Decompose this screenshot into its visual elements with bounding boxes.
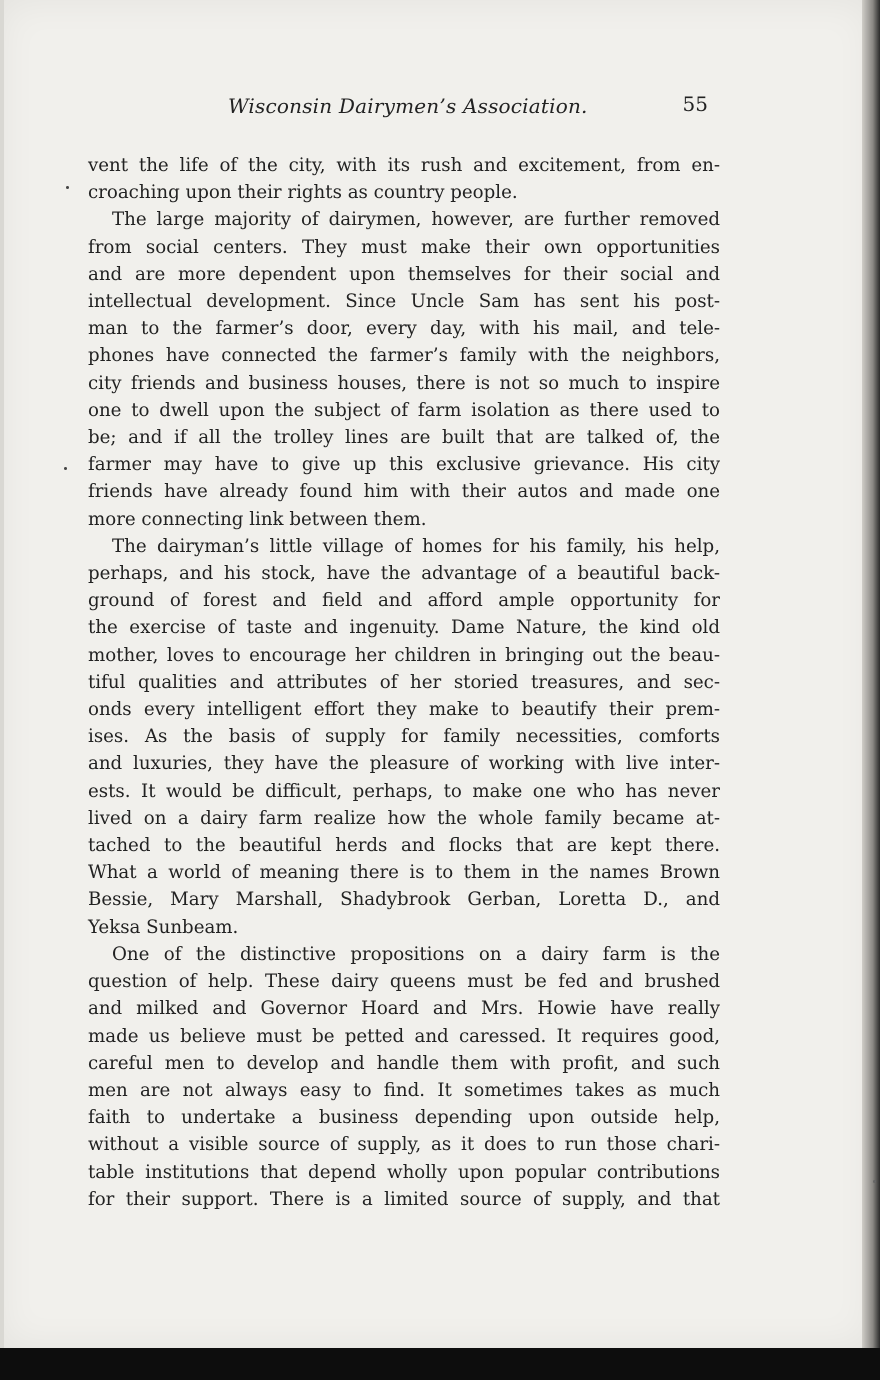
text-line: table institutions that depend wholly upon popular contributions — [88, 1161, 720, 1183]
text-line: perhaps, and his stock, have the advantage of a beautiful back- — [88, 563, 720, 585]
text-line: farmer may have to give up this exclusive grievance. His city — [88, 454, 720, 476]
text-line: and are more dependent upon themselves for their social and — [88, 263, 720, 285]
text-line: ground of forest and field and afford ample opportunity for — [88, 590, 720, 612]
body-text — [88, 152, 720, 1213]
running-title: Wisconsin Dairymen’s Association. — [228, 94, 588, 118]
text-line: onds every intelligent effort they make to beautify their prem- — [88, 699, 720, 721]
paragraph-first-line: One of the distinctive propositions on a dairy farm is the — [112, 943, 720, 965]
text-line: city friends and business houses, there is not so much to inspire — [88, 372, 720, 394]
text-line: more connecting link between them. — [88, 508, 427, 530]
text-line: faith to undertake a business depending upon outside help, — [88, 1107, 720, 1129]
text-line: tached to the beautiful herds and flocks that are kept there. — [88, 835, 720, 857]
paragraph-first-line: The large majority of dairymen, however, are further removed — [112, 209, 720, 231]
margin-speck — [66, 186, 69, 189]
text-line: tiful qualities and attributes of her storied treasures, and sec- — [88, 671, 720, 693]
text-line: lived on a dairy farm realize how the whole family became at- — [88, 807, 720, 829]
text-line: the exercise of taste and ingenuity. Dame Nature, the kind old — [88, 617, 720, 639]
text-line: man to the farmer’s door, every day, with his mail, and tele- — [88, 318, 720, 340]
text-line: friends have already found him with their autos and made one — [88, 481, 720, 503]
text-line: without a visible source of supply, as it does to run those chari- — [88, 1134, 720, 1156]
text-line: ises. As the basis of supply for family necessities, comforts — [88, 726, 720, 748]
text-line: phones have connected the farmer’s family with the neighbors, — [88, 345, 720, 367]
running-header — [88, 94, 710, 124]
text-line: be; and if all the trolley lines are built that are talked of, the — [88, 427, 720, 449]
scan-bottom-border — [0, 1348, 880, 1380]
text-line: one to dwell upon the subject of farm isolation as there used to — [88, 399, 720, 421]
text-line: question of help. These dairy queens must be fed and brushed — [88, 971, 720, 993]
text-line: vent the life of the city, with its rush and excitement, from en- — [88, 155, 720, 176]
text-line: for their support. There is a limited source of supply, and that — [88, 1188, 720, 1210]
text-line: intellectual development. Since Uncle Sam has sent his post- — [88, 291, 720, 313]
page-gutter-shadow — [862, 0, 880, 1348]
text-line: mother, loves to encourage her children in bringing out the beau- — [88, 644, 720, 666]
text-line: croaching upon their rights as country people. — [88, 182, 518, 204]
paragraph-first-line: The dairyman’s little village of homes for his family, his help, — [112, 535, 720, 557]
text-line: Yeksa Sunbeam. — [88, 916, 239, 938]
text-line: What a world of meaning there is to them in the names Brown — [88, 862, 720, 884]
text-line: made us believe must be petted and caressed. It requires good, — [88, 1025, 720, 1047]
text-line: men are not always easy to find. It sometimes takes as much — [88, 1079, 720, 1101]
text-line: from social centers. They must make their own opportunities — [88, 236, 720, 258]
text-line: Bessie, Mary Marshall, Shadybrook Gerban, Loretta D., and — [88, 889, 720, 911]
text-line: careful men to develop and handle them with profit, and such — [88, 1052, 720, 1074]
text-line: ests. It would be difficult, perhaps, to make one who has never — [88, 780, 720, 802]
margin-speck — [64, 467, 67, 470]
margin-speck — [873, 1180, 876, 1183]
page-left-edge — [0, 0, 4, 1348]
page-number: 55 — [682, 92, 708, 116]
text-line: and milked and Governor Hoard and Mrs. Howie have really — [88, 998, 720, 1020]
text-line: and luxuries, they have the pleasure of working with live inter- — [88, 753, 720, 775]
